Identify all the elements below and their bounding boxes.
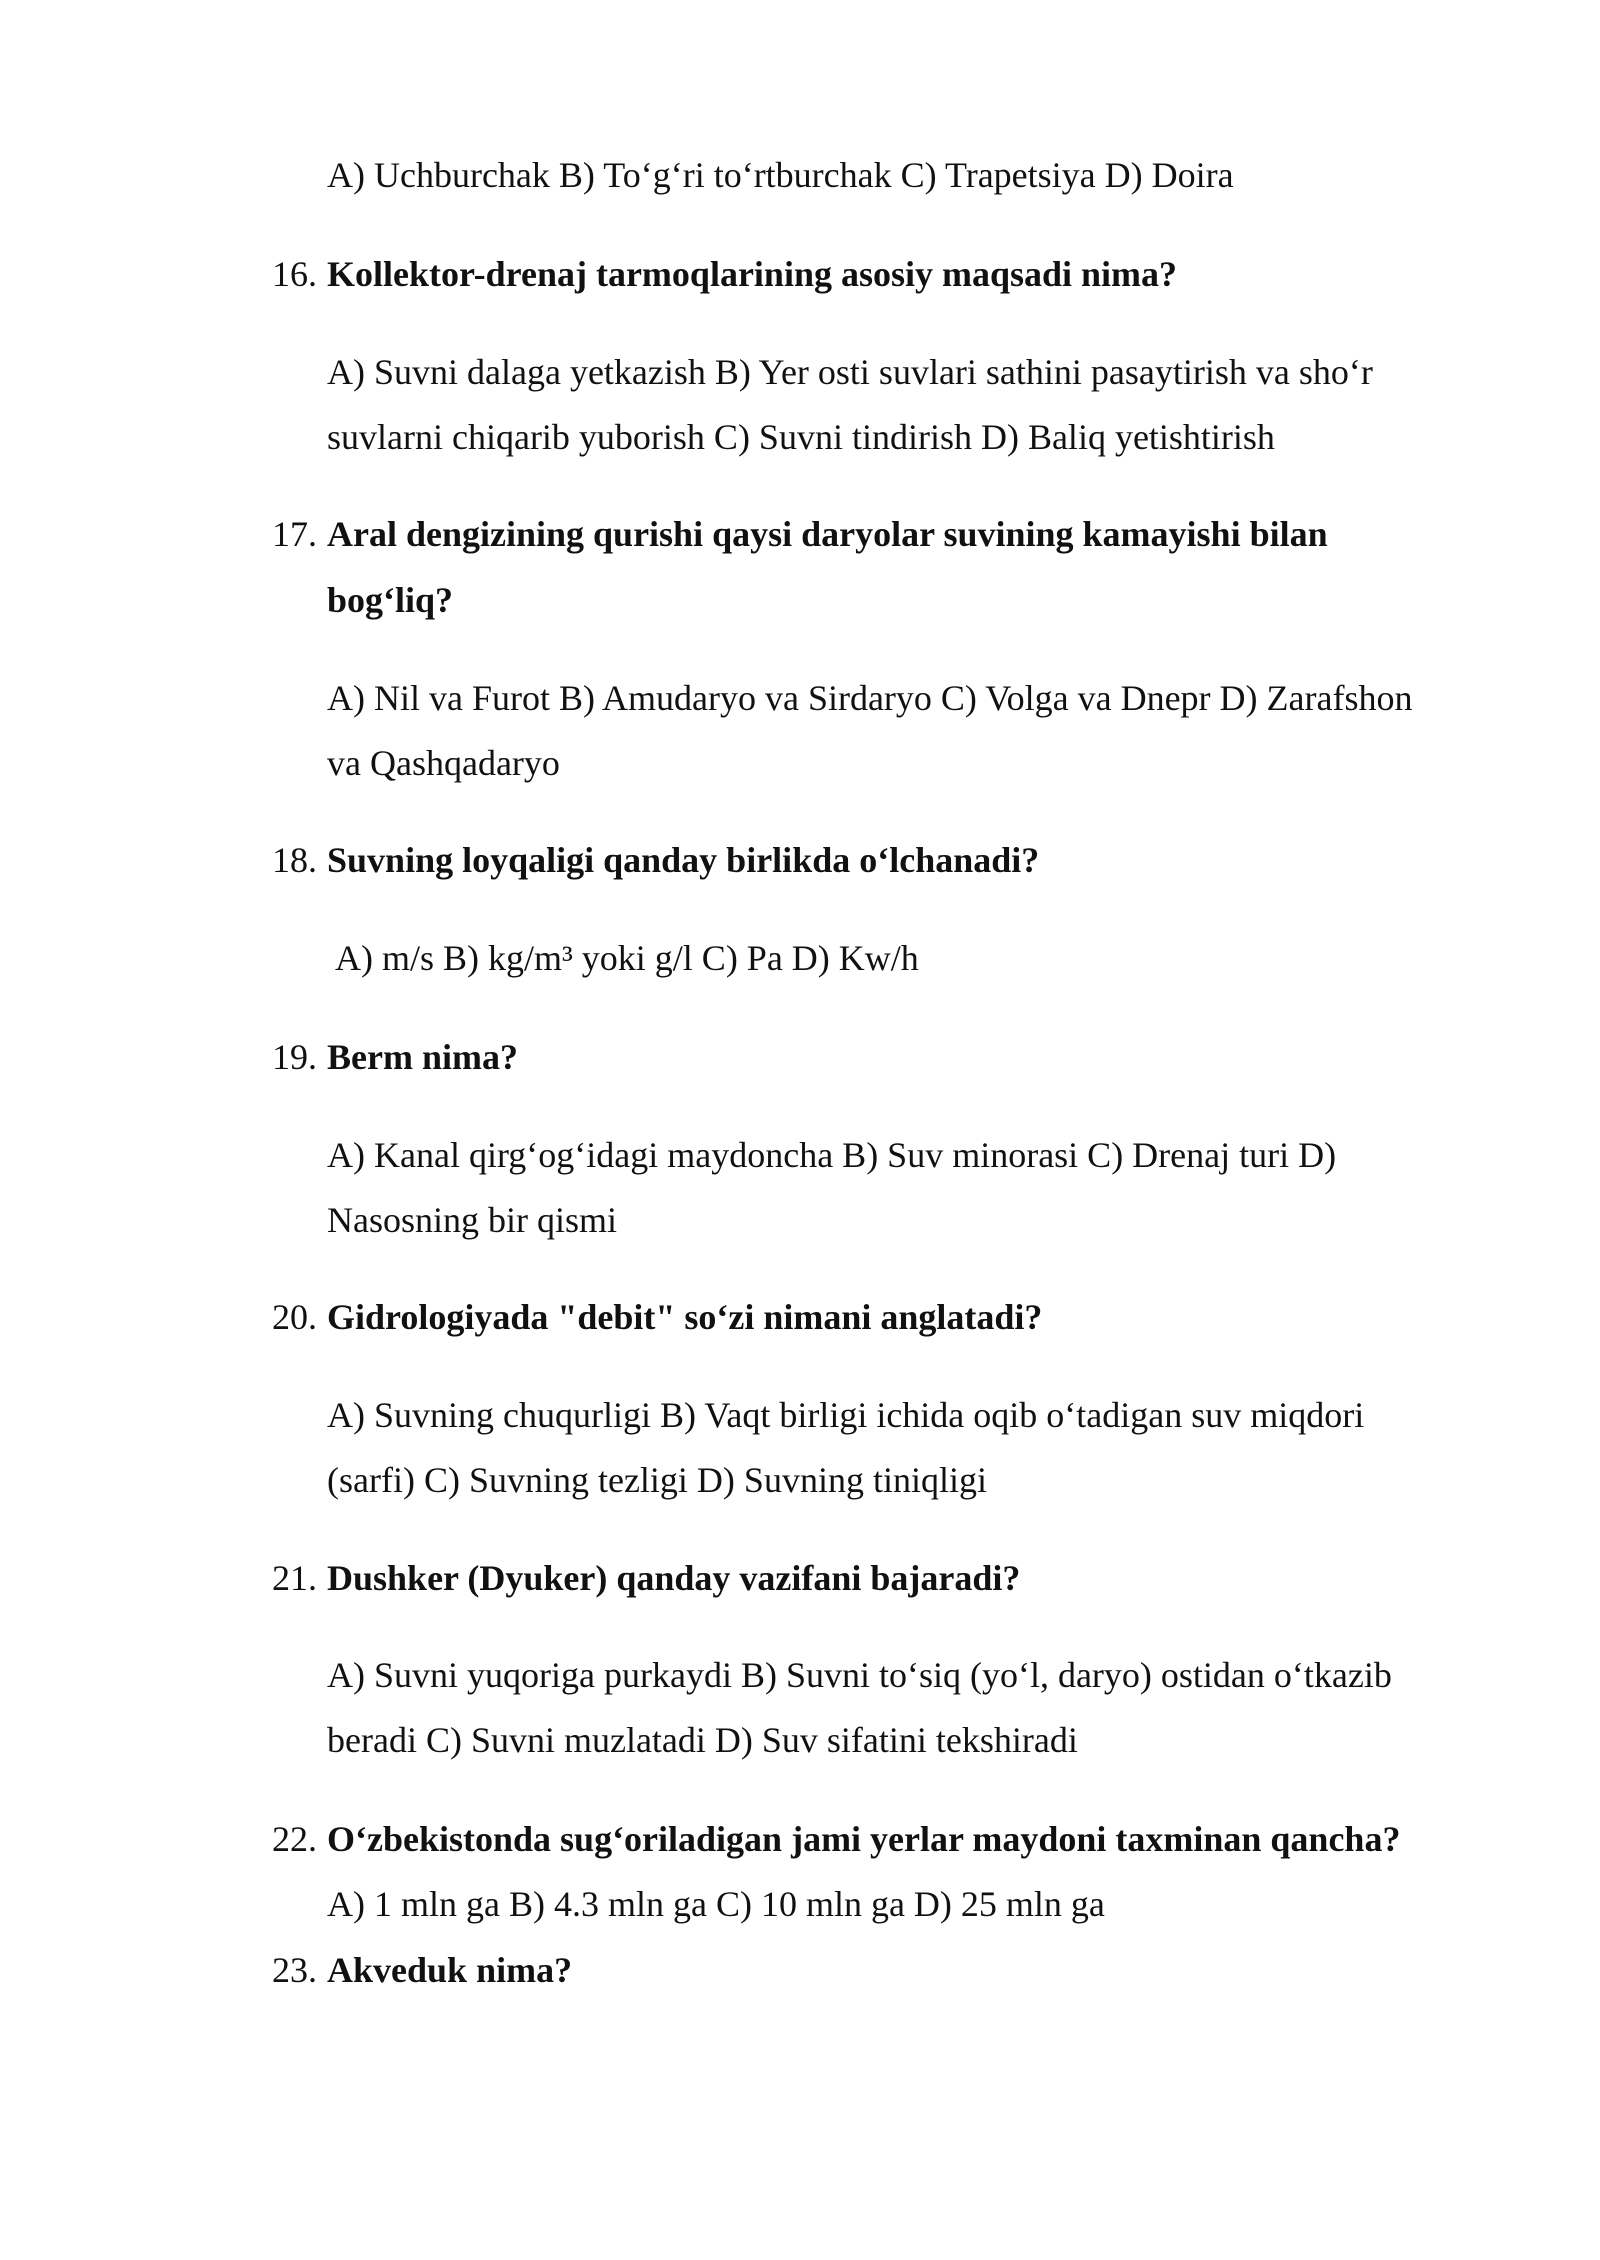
question-number: 21. (272, 1558, 317, 1598)
question-text: Suvning loyqaligi qanday birlikda o‘lchanadi? (327, 840, 1040, 880)
options-q20-line1: A) Suvning chuqurligi B) Vaqt birligi ichida oqib o‘tadigan suv miqdori (327, 1395, 1365, 1435)
question-number: 20. (272, 1297, 317, 1337)
question-text: O‘zbekistonda sug‘oriladigan jami yerlar maydoni taxminan qancha? (327, 1819, 1401, 1859)
question-22 (272, 1817, 1400, 1861)
options-q21-line2: beradi C) Suvni muzlatadi D) Suv sifatini tekshiradi (327, 1720, 1078, 1760)
question-text: Akveduk nima? (327, 1950, 573, 1990)
question-number: 19. (272, 1037, 317, 1077)
options-q17-line1: A) Nil va Furot B) Amudaryo va Sirdaryo C) Volga va Dnepr D) Zarafshon (327, 678, 1413, 718)
options-q19-line2: Nasosning bir qismi (327, 1200, 618, 1240)
question-18 (272, 838, 1039, 882)
options-q17-line2: va Qashqadaryo (327, 743, 560, 783)
question-number: 23. (272, 1950, 317, 1990)
question-20 (272, 1295, 1042, 1339)
question-text: Dushker (Dyuker) qanday vazifani bajaradi? (327, 1558, 1021, 1598)
options-q20-line2: (sarfi) C) Suvning tezligi D) Suvning tiniqligi (327, 1460, 987, 1500)
options-q18: A) m/s B) kg/m³ yoki g/l C) Pa D) Kw/h (335, 938, 919, 978)
options-q22: A) 1 mln ga B) 4.3 mln ga C) 10 mln ga D) 25 mln ga (327, 1884, 1105, 1924)
question-text: Aral dengizining qurishi qaysi daryolar suvining kamayishi bilan (327, 514, 1328, 554)
options-q21-line1: A) Suvni yuqoriga purkaydi B) Suvni to‘siq (yo‘l, daryo) ostidan o‘tkazib (327, 1655, 1392, 1695)
question-17 (272, 512, 1328, 556)
question-number: 18. (272, 840, 317, 880)
question-16 (272, 252, 1177, 296)
question-19 (272, 1035, 518, 1079)
question-number: 22. (272, 1819, 317, 1859)
question-21 (272, 1556, 1020, 1600)
question-number: 17. (272, 514, 317, 554)
options-q19-line1: A) Kanal qirg‘og‘idagi maydoncha B) Suv minorasi C) Drenaj turi D) (327, 1135, 1337, 1175)
question-17-continued: bog‘liq? (327, 580, 454, 620)
question-23 (272, 1948, 572, 1992)
question-number: 16. (272, 254, 317, 294)
question-text: Kollektor-drenaj tarmoqlarining asosiy maqsadi nima? (327, 254, 1178, 294)
question-text: Berm nima? (327, 1037, 518, 1077)
question-text: Gidrologiyada "debit" so‘zi nimani anglatadi? (327, 1297, 1043, 1337)
options-q16-line1: A) Suvni dalaga yetkazish B) Yer osti suvlari sathini pasaytirish va sho‘r (327, 352, 1373, 392)
options-q15: A) Uchburchak B) To‘g‘ri to‘rtburchak C) Trapetsiya D) Doira (327, 155, 1234, 195)
options-q16-line2: suvlarni chiqarib yuborish C) Suvni tindirish D) Baliq yetishtirish (327, 417, 1275, 457)
